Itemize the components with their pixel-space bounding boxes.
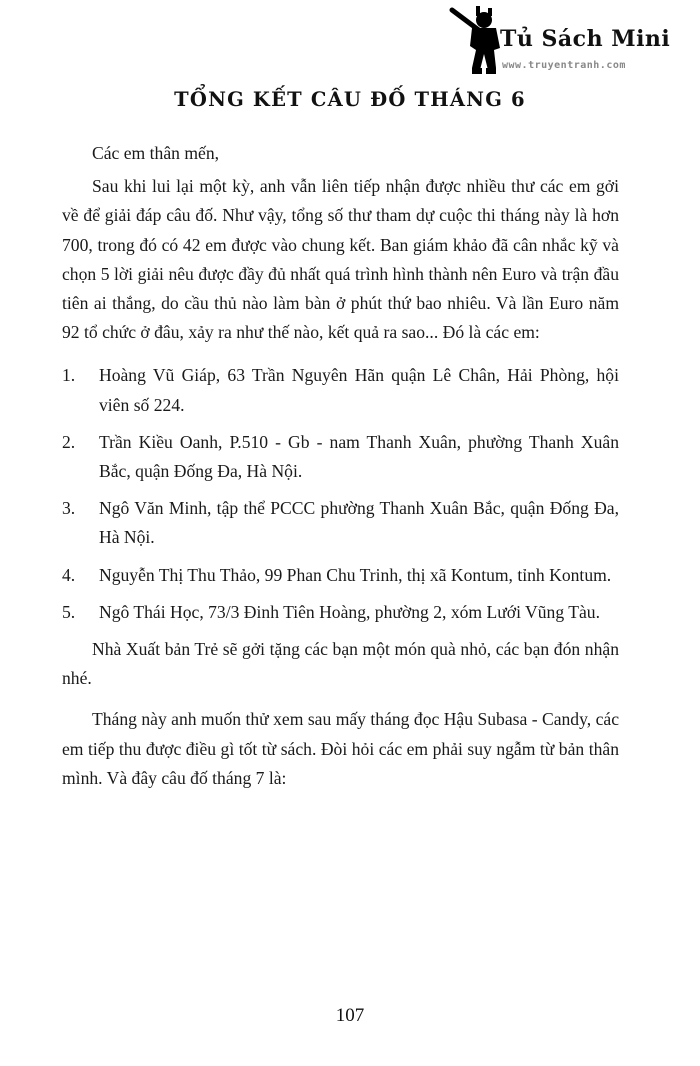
winner-text: Hoàng Vũ Giáp, 63 Trần Nguyên Hãn quận Lê Chân, Hải Phòng, hội viên số 224.	[99, 365, 619, 415]
closing-paragraph: Tháng này anh muốn thử xem sau mấy tháng đọc Hậu Subasa - Candy, các em tiếp thu được điều gì tốt từ sách. Đòi hỏi các em phải suy ngẫm từ bản thân mình. Và đây câu đố tháng 7 là:	[62, 709, 619, 788]
list-item	[62, 561, 619, 590]
list-item	[62, 494, 619, 552]
winner-text: Trần Kiều Oanh, P.510 - Gb - nam Thanh Xuân, phường Thanh Xuân Bắc, quận Đống Đa, Hà Nội.	[99, 431, 619, 482]
list-item	[62, 428, 619, 486]
list-number: 3.	[62, 498, 76, 519]
logo-url: www.truyentranh.com	[502, 60, 626, 71]
list-number: 4.	[62, 564, 76, 585]
list-number: 1.	[62, 365, 76, 386]
logo-title: Tủ Sách Mini	[500, 26, 671, 52]
list-number: 5.	[62, 601, 76, 622]
winners-list	[62, 361, 619, 627]
list-number: 2.	[62, 431, 76, 452]
article-body	[62, 139, 619, 793]
winner-text: Ngô Văn Minh, tập thể PCCC phường Thanh Xuân Bắc, quận Đống Đa, Hà Nội.	[99, 498, 619, 548]
greeting: Các em thân mến,	[92, 143, 220, 163]
list-item	[62, 598, 619, 627]
intro-paragraph: Sau khi lui lại một kỳ, anh vẫn liên tiếp nhận được nhiều thư các em gởi về để giải đáp câu đố. Như vậy, tổng số thư tham dự cuộc thi tháng này là hơn 700, trong đó có 42 em được vào chung kết. Ban giám khảo đã cân nhắc kỹ và chọn 5 lời giải nêu được đầy đủ nhất quá trình hình thành nên Euro và trận đầu tiên ai thắng, do cầu thủ nào làm bàn ở phút thứ bao nhiêu. Và lần Euro năm 92 tổ chức ở đâu, xảy ra như thế nào, kết quả ra sao... Đó là các em:	[62, 176, 619, 343]
gift-note-paragraph: Nhà Xuất bản Trẻ sẽ gởi tặng các bạn một món quà nhỏ, các bạn đón nhận nhé.	[62, 639, 619, 689]
page-number: 107	[335, 1005, 365, 1026]
list-item	[62, 361, 619, 419]
page-title: TỔNG KẾT CÂU ĐỐ THÁNG 6	[174, 88, 526, 111]
winner-text: Nguyễn Thị Thu Thảo, 99 Phan Chu Trinh, thị xã Kontum, tỉnh Kontum.	[99, 564, 612, 585]
logo	[448, 4, 698, 76]
winner-text: Ngô Thái Học, 73/3 Đinh Tiên Hoàng, phường 2, xóm Lưới Vũng Tàu.	[99, 601, 600, 622]
